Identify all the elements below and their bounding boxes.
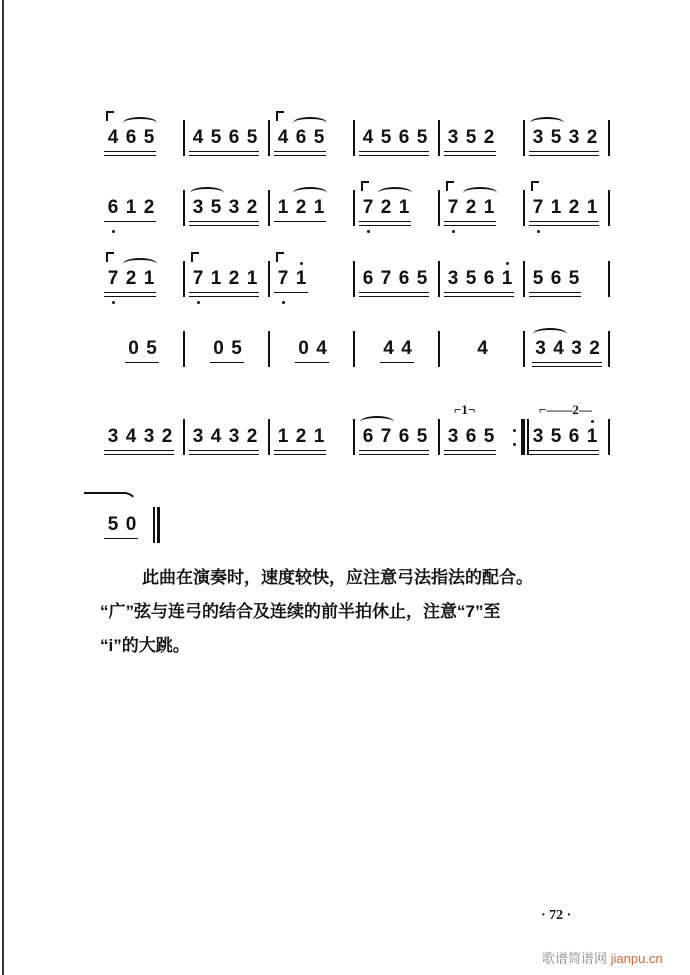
beam-underline: [529, 450, 599, 452]
measure-notes: [359, 426, 431, 448]
measure-notes: [104, 268, 158, 290]
note: 2: [246, 197, 258, 218]
measure-notes: [104, 426, 176, 448]
note: 2: [586, 127, 598, 148]
measure-notes: [274, 197, 328, 219]
note: 2: [483, 127, 495, 148]
measure: [270, 329, 355, 369]
measure: [525, 118, 610, 158]
note: 2: [125, 268, 137, 289]
note: 2: [161, 426, 173, 447]
performance-note-line-1: 此曲在演奏时，速度较快，应注意弓法指法的配合。: [142, 568, 533, 587]
beam-underline: [359, 151, 429, 153]
measure: [100, 329, 185, 369]
measure-notes: [380, 338, 416, 360]
note: 6: [362, 268, 374, 289]
tie: [84, 492, 138, 508]
measure: [270, 259, 355, 299]
note: 0: [213, 338, 224, 359]
note: 5: [416, 268, 428, 289]
note: 7: [380, 268, 392, 289]
note: 3: [447, 426, 459, 447]
measure-notes: [359, 197, 413, 219]
slur: [190, 187, 224, 199]
note: 4: [316, 338, 327, 359]
beam-underline: [529, 454, 599, 456]
performance-note-line-3: “i”的大跳。: [100, 636, 190, 655]
low-octave-dot: [452, 230, 455, 233]
note: 1: [483, 197, 495, 218]
beam-underline: [359, 221, 411, 223]
performance-note-line-2: “广”弦与连弓的结合及连续的前半拍休止，注意“7”至: [100, 602, 501, 621]
note: 1: [277, 426, 289, 447]
note: 7: [104, 268, 122, 290]
page-number: · 72 ·: [541, 908, 572, 923]
measure: [100, 188, 185, 228]
note: 7: [274, 268, 292, 290]
note: 3: [447, 268, 459, 289]
barline: [608, 419, 610, 455]
note: 5: [313, 127, 325, 148]
note: 6: [465, 426, 477, 447]
note: 5: [465, 268, 477, 289]
final-barline: [153, 507, 155, 543]
beam-underline: [295, 362, 329, 364]
measure: [270, 118, 355, 158]
note: 1: [583, 426, 601, 448]
beam-underline: [529, 221, 599, 223]
measure-notes: [532, 338, 604, 360]
slur: [293, 187, 327, 199]
note: 3: [228, 197, 240, 218]
note: 3: [568, 127, 580, 148]
note: 2: [246, 426, 258, 447]
measure-notes: [189, 127, 261, 149]
note: 5: [550, 426, 562, 447]
measure: [185, 188, 270, 228]
note: 6: [398, 426, 410, 447]
note: 1: [586, 197, 598, 218]
beam-underline: [274, 450, 326, 452]
measure: [355, 417, 440, 457]
slur: [123, 117, 157, 129]
barline: [608, 120, 610, 156]
note: 1: [292, 268, 310, 290]
low-octave-dot: [112, 230, 115, 233]
beam-underline: [104, 221, 156, 223]
measure-notes: [444, 127, 498, 149]
note: 4: [383, 338, 394, 359]
measure: [270, 188, 355, 228]
measure-notes: [274, 268, 310, 290]
measure-notes: [274, 426, 328, 448]
note: 1: [125, 197, 137, 218]
beam-underline: [444, 151, 496, 153]
beam-underline: [104, 155, 156, 157]
note: 3: [532, 127, 544, 148]
note: 3: [228, 426, 240, 447]
note: 3: [192, 197, 204, 218]
low-octave-dot: [197, 301, 200, 304]
note: 0: [128, 338, 139, 359]
slur: [530, 117, 564, 129]
score-row: [100, 188, 610, 228]
volta-bracket: ⌐——2—: [539, 402, 592, 417]
bow-mark-icon: [446, 181, 454, 191]
note: 5: [143, 127, 155, 148]
measure-notes: [274, 127, 328, 149]
note: 6: [483, 268, 495, 289]
note: 6: [568, 426, 580, 447]
measure-notes: [295, 338, 331, 360]
measure: [440, 402, 525, 457]
note: 4: [277, 127, 289, 148]
measure: [355, 118, 440, 158]
note: 5: [231, 338, 242, 359]
beam-underline: [104, 151, 156, 153]
note: 1: [246, 268, 258, 289]
score-row: [100, 259, 610, 299]
beam-underline: [444, 450, 496, 452]
note: 3: [447, 127, 459, 148]
beam-underline: [189, 221, 259, 223]
measure: [525, 188, 610, 228]
note: 6: [125, 127, 137, 148]
beam-underline: [529, 296, 581, 298]
measure-notes: [189, 426, 261, 448]
note: 6: [228, 127, 240, 148]
note: 5: [210, 197, 222, 218]
beam-underline: [359, 454, 429, 456]
barline: [608, 261, 610, 297]
beam-underline: [359, 296, 429, 298]
note: 1: [398, 197, 410, 218]
note: 7: [529, 197, 547, 219]
measure-notes: [359, 127, 431, 149]
note: 4: [477, 338, 488, 359]
beam-underline: [274, 155, 326, 157]
measure: [355, 329, 440, 369]
beam-underline: [104, 292, 156, 294]
beam-underline: [189, 225, 259, 227]
slur: [293, 117, 327, 129]
note: 5: [210, 127, 222, 148]
note: 2: [228, 268, 240, 289]
note: 5: [416, 127, 428, 148]
low-octave-dot: [367, 230, 370, 233]
watermark-en: jianpu.cn: [610, 951, 663, 966]
note: 0: [298, 338, 309, 359]
note: 2: [465, 197, 477, 218]
measure: [185, 259, 270, 299]
beam-underline: [189, 454, 259, 456]
note: 5: [380, 127, 392, 148]
note: 6: [104, 197, 122, 219]
beam-underline: [104, 296, 156, 298]
measure: [440, 188, 525, 228]
beam-underline: [189, 450, 259, 452]
bow-mark-icon: [531, 181, 539, 191]
note: 4: [192, 127, 204, 148]
score-row: [100, 505, 185, 545]
beam-underline: [444, 292, 514, 294]
note: 5: [246, 127, 258, 148]
measure: [355, 188, 440, 228]
slur: [533, 328, 567, 340]
measure: [440, 329, 525, 369]
beam-underline: [359, 292, 429, 294]
measure: [525, 329, 610, 369]
slur: [123, 258, 157, 270]
note: 3: [107, 426, 119, 447]
measure: [525, 402, 610, 457]
beam-underline: [532, 362, 602, 364]
note: 6: [398, 127, 410, 148]
note: 7: [444, 197, 462, 219]
note: 2: [295, 197, 307, 218]
beam-underline: [189, 292, 259, 294]
beam-underline: [274, 151, 326, 153]
bow-mark-icon: [361, 181, 369, 191]
note: 1: [313, 426, 325, 447]
note: 6: [362, 426, 374, 447]
measure-notes: [210, 338, 246, 360]
measure-notes: [444, 197, 498, 219]
note: 1: [210, 268, 222, 289]
beam-underline: [529, 155, 599, 157]
measure-notes: [104, 197, 158, 219]
note: 4: [107, 127, 119, 148]
beam-underline: [274, 221, 326, 223]
watermark-cn: 歌谱简谱网: [542, 951, 608, 966]
watermark: [542, 948, 663, 967]
bow-mark-icon: [191, 252, 199, 262]
bow-mark-icon: [276, 252, 284, 262]
beam-underline: [210, 362, 244, 364]
note: 2: [143, 197, 155, 218]
measure: [440, 259, 525, 299]
page-edge: [2, 0, 4, 975]
measure: [185, 329, 270, 369]
note: 6: [295, 127, 307, 148]
note: 5: [532, 268, 544, 289]
beam-underline: [444, 225, 496, 227]
measure-notes: [529, 268, 583, 290]
slur: [463, 187, 497, 199]
beam-underline: [529, 151, 599, 153]
measure: [100, 118, 185, 158]
note: 5: [416, 426, 428, 447]
note: 3: [192, 426, 204, 447]
note: 5: [483, 426, 495, 447]
beam-underline: [444, 155, 496, 157]
beam-underline: [529, 292, 581, 294]
note: 2: [568, 197, 580, 218]
low-octave-dot: [537, 230, 540, 233]
note: 4: [553, 338, 564, 359]
note: 2: [589, 338, 600, 359]
score-row: [100, 329, 610, 369]
measure: [185, 118, 270, 158]
measure-notes: [474, 338, 492, 360]
measure-notes: [104, 514, 140, 536]
beam-underline: [359, 225, 411, 227]
note: 1: [313, 197, 325, 218]
volta-bracket: ⌐1¬: [454, 402, 476, 417]
beam-underline: [104, 454, 174, 456]
note: 7: [189, 268, 207, 290]
note: 4: [401, 338, 412, 359]
measure-notes: [104, 127, 158, 149]
score-row: [100, 118, 610, 158]
note: 4: [210, 426, 222, 447]
beam-underline: [529, 225, 599, 227]
note: 7: [359, 197, 377, 219]
beam-underline: [274, 292, 308, 294]
measure-notes: [444, 402, 498, 448]
note: 5: [146, 338, 157, 359]
bow-mark-icon: [276, 111, 284, 121]
beam-underline: [274, 454, 326, 456]
measure-notes: [189, 197, 261, 219]
high-octave-dot: [300, 262, 303, 265]
note: 6: [398, 268, 410, 289]
note: 1: [277, 197, 289, 218]
note: 4: [362, 127, 374, 148]
measure-notes: [529, 402, 601, 448]
slur: [378, 187, 412, 199]
note: 2: [380, 197, 392, 218]
note: 7: [380, 426, 392, 447]
note: 3: [571, 338, 582, 359]
beam-underline: [359, 450, 429, 452]
measure-notes: [359, 268, 431, 290]
beam-underline: [189, 151, 259, 153]
measure-notes: [529, 197, 601, 219]
beam-underline: [125, 362, 159, 364]
note: 5: [107, 514, 119, 535]
beam-underline: [444, 221, 496, 223]
measure: [185, 417, 270, 457]
note: 5: [568, 268, 580, 289]
note: 2: [295, 426, 307, 447]
measure-notes: [529, 127, 601, 149]
beam-underline: [380, 362, 414, 364]
measure: [100, 259, 185, 299]
high-octave-dot: [591, 420, 594, 423]
measure: [525, 259, 610, 299]
measure: [270, 417, 355, 457]
beam-underline: [444, 454, 496, 456]
beam-underline: [104, 450, 174, 452]
bow-mark-icon: [106, 111, 114, 121]
measure: [100, 417, 185, 457]
beam-underline: [444, 296, 514, 298]
beam-underline: [104, 538, 138, 540]
slur: [360, 416, 394, 428]
low-octave-dot: [112, 301, 115, 304]
beam-underline: [189, 296, 259, 298]
measure-notes: [444, 268, 516, 290]
beam-underline: [189, 155, 259, 157]
note: 1: [550, 197, 562, 218]
measure-notes: [125, 338, 161, 360]
note: 5: [465, 127, 477, 148]
note: 1: [498, 268, 516, 290]
measure-notes: [189, 268, 261, 290]
note: 5: [550, 127, 562, 148]
note: 3: [535, 338, 546, 359]
beam-underline: [532, 366, 602, 368]
measure: [440, 118, 525, 158]
measure: [100, 505, 185, 545]
high-octave-dot: [506, 262, 509, 265]
score-row: [100, 402, 610, 457]
note: 3: [532, 426, 544, 447]
note: 4: [125, 426, 137, 447]
measure: [355, 259, 440, 299]
note: 1: [143, 268, 155, 289]
beam-underline: [359, 155, 429, 157]
note: 3: [143, 426, 155, 447]
barline: [608, 331, 610, 367]
note: 0: [125, 514, 137, 535]
note: 6: [550, 268, 562, 289]
low-octave-dot: [282, 301, 285, 304]
bow-mark-icon: [106, 252, 114, 262]
barline: [608, 190, 610, 226]
